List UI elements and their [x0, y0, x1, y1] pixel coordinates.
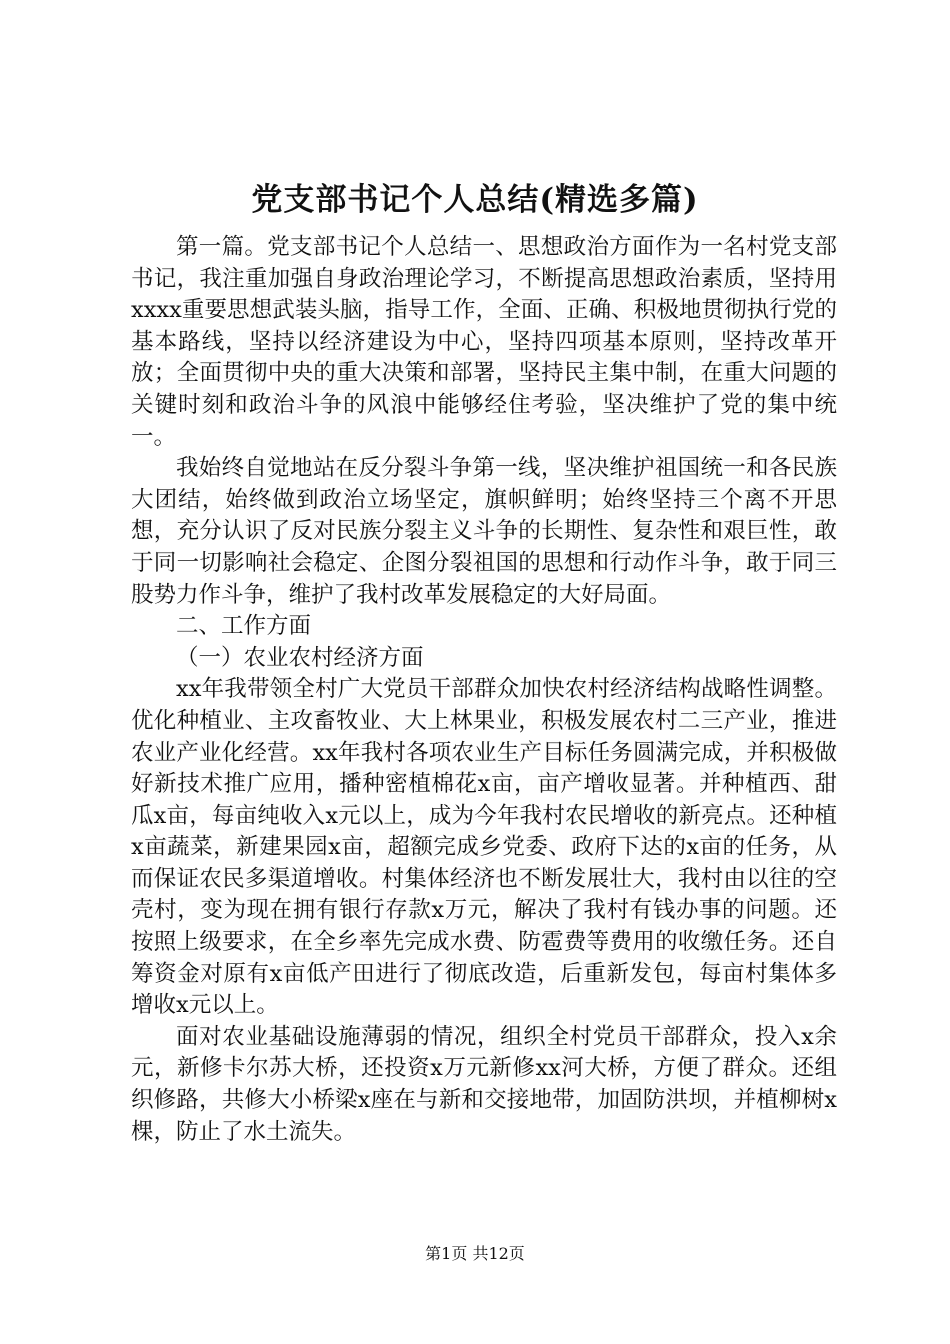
subsection-heading-agriculture: （一）农业农村经济方面: [176, 644, 424, 671]
paragraph-1: 第一篇。党支部书记个人总结一、思想政治方面作为一名村党支部书记，我注重加强自身政治理论学习，不断提高思想政治素质，坚持用xxxx重要思想武装头脑，指导工作，全面、正确、积极地贯彻执行党的基本路线，坚持以经济建设为中心，坚持四项基本原则，坚持改革开放；全面贯彻中央的重大决策和部署，坚持民主集中制，在重大问题的关键时刻和政治斗争的风浪中能够经住考验，坚决维护了党的集中统一。: [131, 234, 837, 450]
paragraph-2: 我始终自觉地站在反分裂斗争第一线，坚决维护祖国统一和各民族大团结，始终做到政治立场坚定，旗帜鲜明；始终坚持三个离不开思想，充分认识了反对民族分裂主义斗争的长期性、复杂性和艰巨性，敢于同一切影响社会稳定、企图分裂祖国的思想和行动作斗争，敢于同三股势力作斗争，维护了我村改革发展稳定的大好局面。: [131, 455, 837, 608]
document-body: [131, 232, 837, 1148]
section-heading-work: 二、工作方面: [176, 613, 312, 640]
paragraph-4: 面对农业基础设施薄弱的情况，组织全村党员干部群众，投入x余元，新修卡尔苏大桥，还投资x万元新修xx河大桥，方便了群众。还组织修路，共修大小桥梁x座在与新和交接地带，加固防洪坝，并植柳树x棵，防止了水土流失。: [131, 1023, 837, 1145]
paragraph-3: xx年我带领全村广大党员干部群众加快农村经济结构战略性调整。优化种植业、主攻畜牧业、大上林果业，积极发展农村二三产业，推进农业产业化经营。xx年我村各项农业生产目标任务圆满完成，并积极做好新技术推广应用，播种密植棉花x亩，亩产增收显著。并种植西、甜瓜x亩，每亩纯收入x元以上，成为今年我村农民增收的新亮点。还种植x亩蔬菜，新建果园x亩，超额完成乡党委、政府下达的x亩的任务，从而保证农民多渠道增收。村集体经济也不断发展壮大，我村由以往的空壳村，变为现在拥有银行存款x万元，解决了我村有钱办事的问题。还按照上级要求，在全乡率先完成水费、防雹费等费用的收缴任务。还自筹资金对原有x亩低产田进行了彻底改造，后重新发包，每亩村集体多增收x元以上。: [131, 676, 837, 1019]
document-title: 党支部书记个人总结(精选多篇): [251, 182, 699, 218]
page-footer: 第1页 共12页: [425, 1244, 525, 1263]
